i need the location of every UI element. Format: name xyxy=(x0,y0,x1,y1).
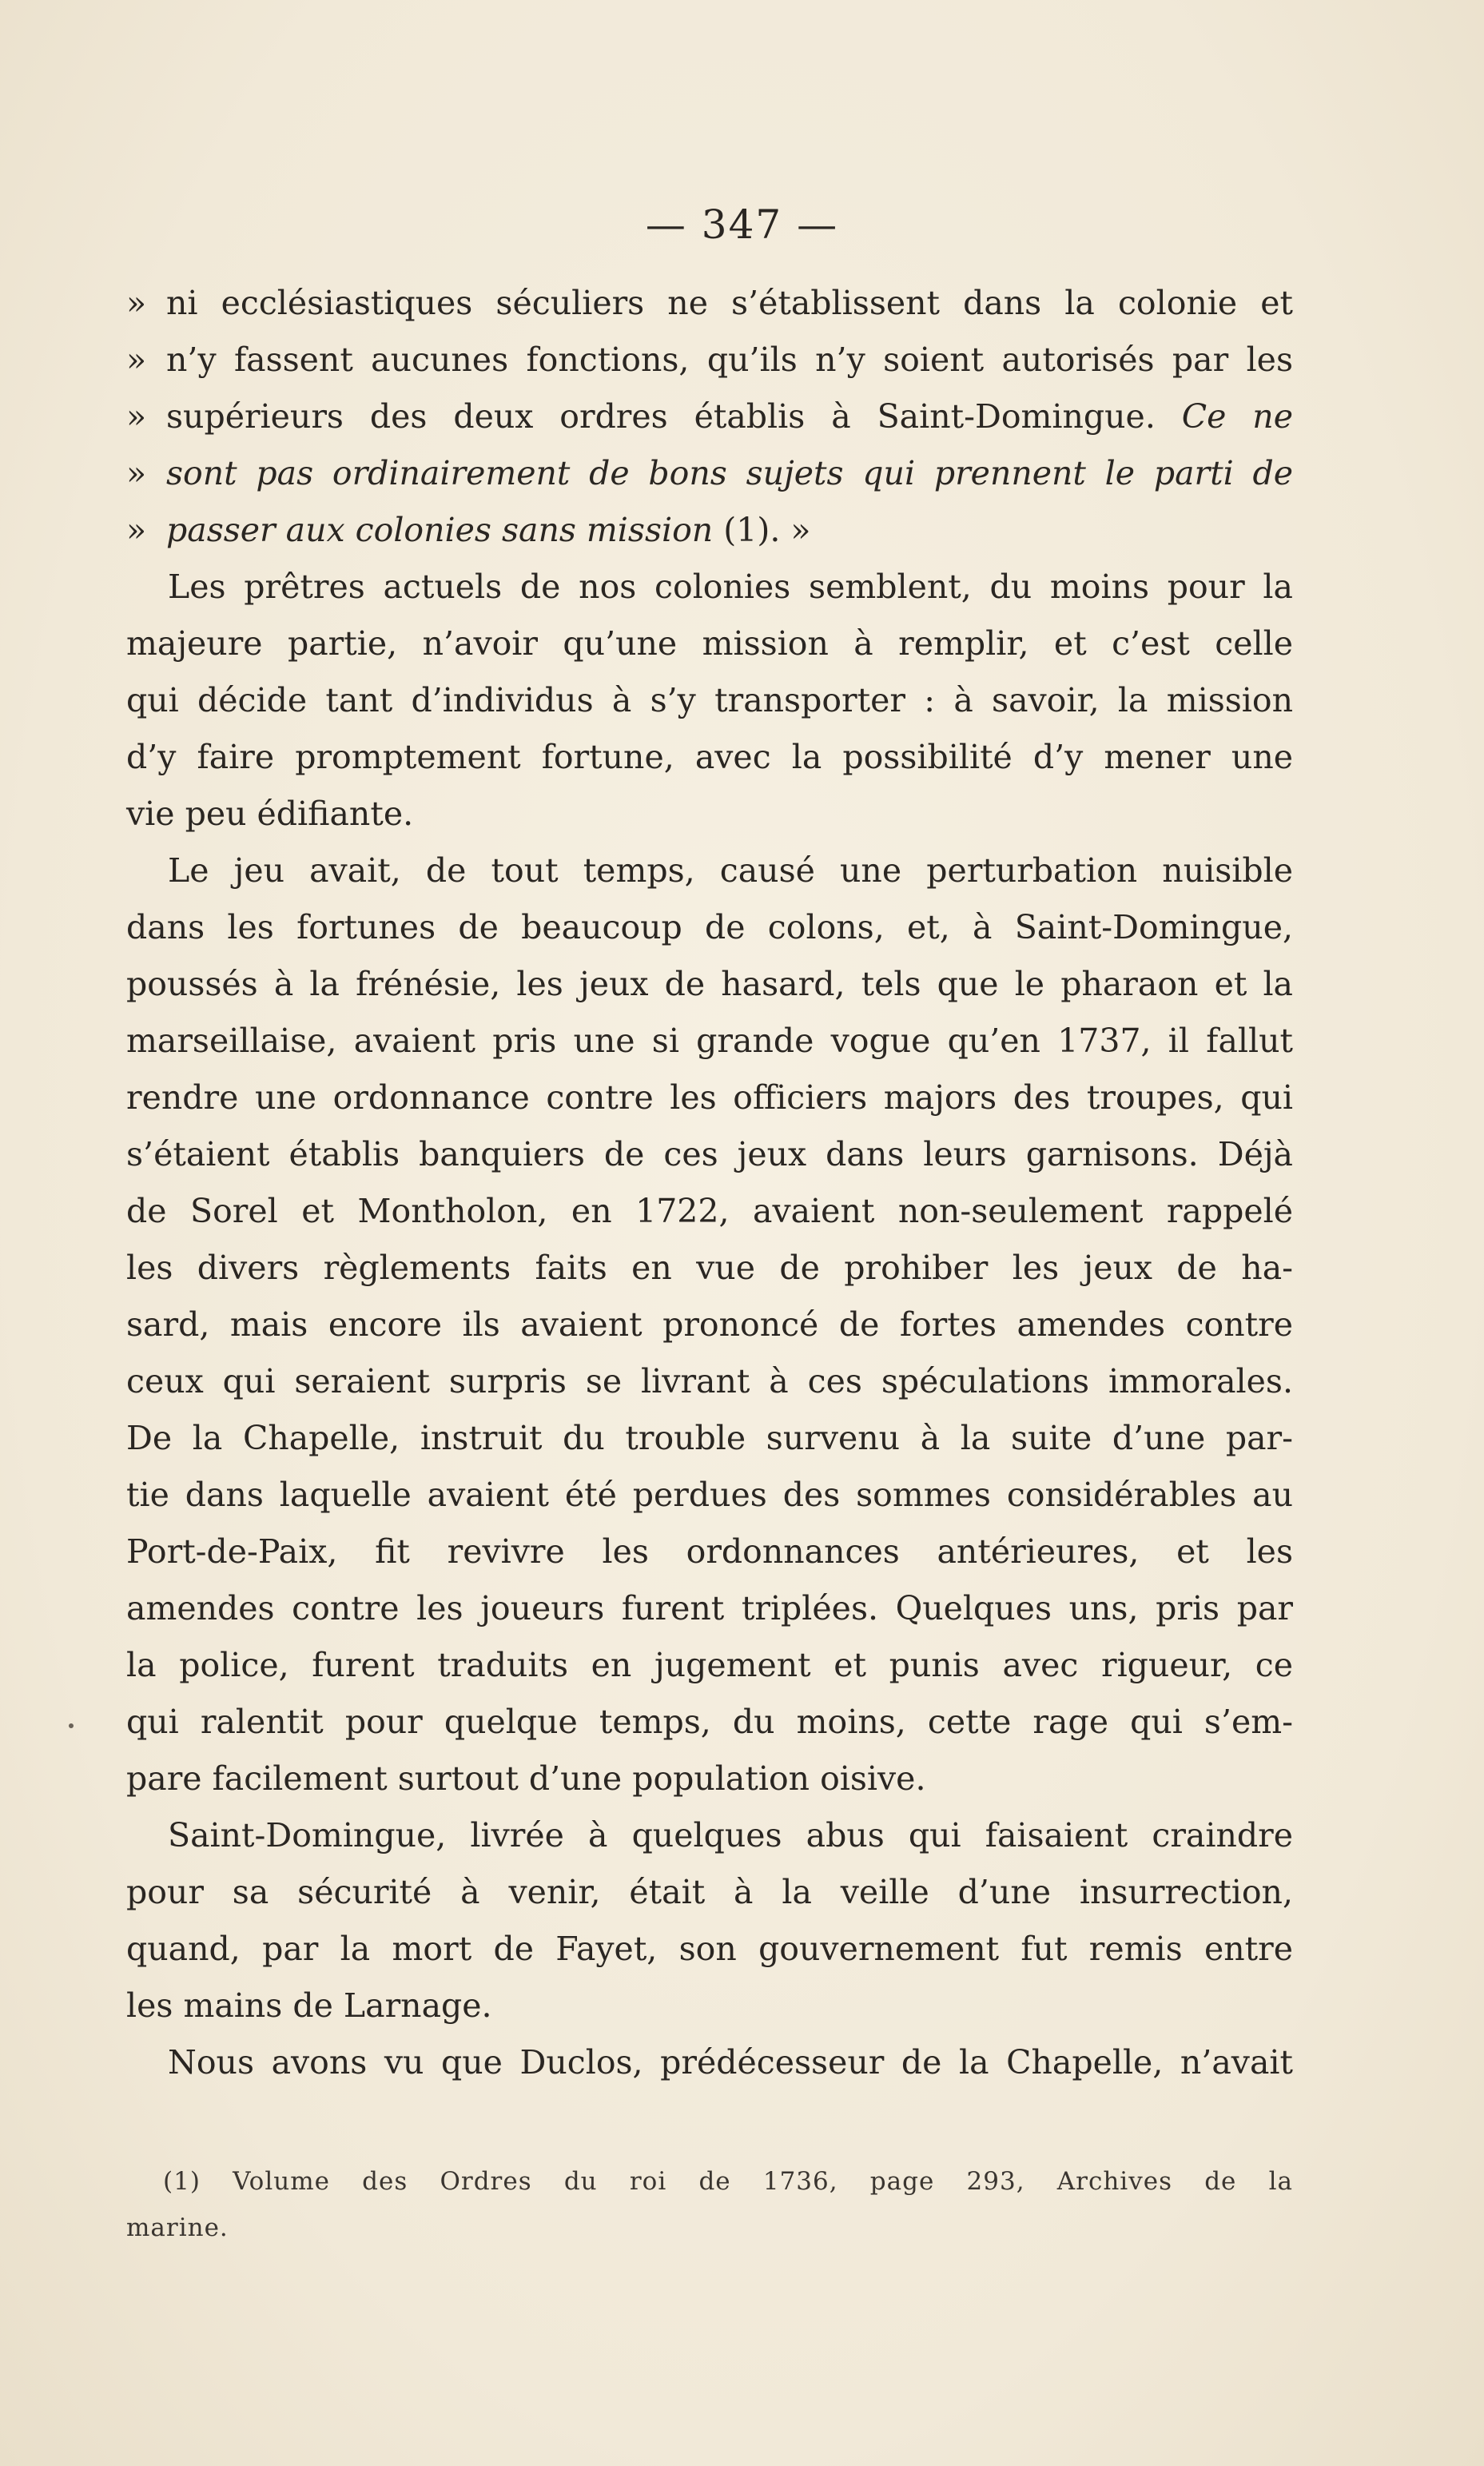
quote-mark: » xyxy=(126,284,147,322)
footnote-line: (1) Volume des Ordres du roi de 1736, page 293, Archives de la xyxy=(163,2167,1293,2196)
quote-text: (1). » xyxy=(723,511,811,549)
text-line: Saint-Domingue, livrée à quelques abus qui faisaient craindre xyxy=(168,1816,1293,1854)
text-line: dans les fortunes de beaucoup de colons, et, à Saint-Domingue, xyxy=(126,908,1293,946)
quote-line xyxy=(126,445,1293,502)
text-line: la police, furent traduits en jugement et punis avec rigueur, ce xyxy=(126,1646,1293,1684)
footnote-line: marine. xyxy=(126,2213,229,2242)
quote-text: supérieurs des deux ordres établis à Saint-Domingue. xyxy=(166,397,1156,436)
quote-line xyxy=(126,275,1293,332)
text-line: ceux qui seraient surpris se livrant à ces spéculations immorales. xyxy=(126,1362,1293,1400)
text-line: marseillaise, avaient pris une si grande vogue qu’en 1737, il fallut xyxy=(126,1022,1293,1060)
text-line: Les prêtres actuels de nos colonies semblent, du moins pour la xyxy=(168,568,1293,606)
text-line: amendes contre les joueurs furent triplées. Quelques uns, pris par xyxy=(126,1589,1293,1627)
quote-mark: » xyxy=(126,454,147,492)
quote-italic: Ce ne xyxy=(1181,397,1293,436)
quote-mark: » xyxy=(126,511,147,549)
quote-text: n’y fassent aucunes fonctions, qu’ils n’y soient autorisés par les xyxy=(166,341,1293,379)
quote-line xyxy=(126,502,1293,559)
quote-line xyxy=(126,332,1293,388)
paragraph xyxy=(126,2034,1293,2091)
text-line: rendre une ordonnance contre les officiers majors des troupes, qui xyxy=(126,1078,1293,1117)
paragraph xyxy=(126,843,1293,1807)
quote-line xyxy=(126,388,1293,445)
text-line: De la Chapelle, instruit du trouble survenu à la suite d’une par- xyxy=(126,1419,1293,1457)
text-line: pour sa sécurité à venir, était à la veille d’une insurrection, xyxy=(126,1873,1293,1911)
text-line: d’y faire promptement fortune, avec la possibilité d’y mener une xyxy=(126,738,1293,776)
text-line: qui décide tant d’individus à s’y transporter : à savoir, la mission xyxy=(126,681,1293,719)
paragraph xyxy=(126,559,1293,843)
text-line: qui ralentit pour quelque temps, du moins, cette rage qui s’em- xyxy=(126,1703,1293,1741)
text-line: de Sorel et Montholon, en 1722, avaient non-seulement rappelé xyxy=(126,1192,1293,1230)
text-line: les divers règlements faits en vue de prohiber les jeux de ha- xyxy=(126,1249,1293,1287)
quote-mark: » xyxy=(126,397,147,436)
quote-text: ni ecclésiastiques séculiers ne s’établissent dans la colonie et xyxy=(166,284,1293,322)
text-line: tie dans laquelle avaient été perdues des sommes considérables au xyxy=(126,1476,1293,1514)
page-number: — 347 — xyxy=(645,201,839,248)
quote-italic: passer aux colonies sans mission xyxy=(166,511,714,549)
footnote xyxy=(126,2158,1293,2251)
text-line: les mains de Larnage. xyxy=(126,1986,492,2025)
text-line: poussés à la frénésie, les jeux de hasard, tels que le pharaon et la xyxy=(126,965,1293,1003)
quote-mark: » xyxy=(126,341,147,379)
text-line: Port-de-Paix, fit revivre les ordonnances antérieures, et les xyxy=(126,1532,1293,1571)
text-line: Nous avons vu que Duclos, prédécesseur de la Chapelle, n’avait xyxy=(168,2043,1293,2082)
ink-speck xyxy=(69,1723,74,1728)
text-line: vie peu édifiante. xyxy=(126,795,414,833)
text-line: Le jeu avait, de tout temps, causé une perturbation nuisible xyxy=(168,851,1293,890)
text-line: sard, mais encore ils avaient prononcé de fortes amendes contre xyxy=(126,1305,1293,1344)
paragraph xyxy=(126,1807,1293,2034)
quote-italic: sont pas ordinairement de bons sujets qui prennent le parti de xyxy=(166,454,1293,492)
text-line: majeure partie, n’avoir qu’une mission à remplir, et c’est celle xyxy=(126,624,1293,663)
body-text xyxy=(126,275,1293,2091)
text-line: quand, par la mort de Fayet, son gouvernement fut remis entre xyxy=(126,1930,1293,1968)
text-line: s’étaient établis banquiers de ces jeux dans leurs garnisons. Déjà xyxy=(126,1135,1293,1173)
text-line: pare facilement surtout d’une population oisive. xyxy=(126,1759,926,1798)
